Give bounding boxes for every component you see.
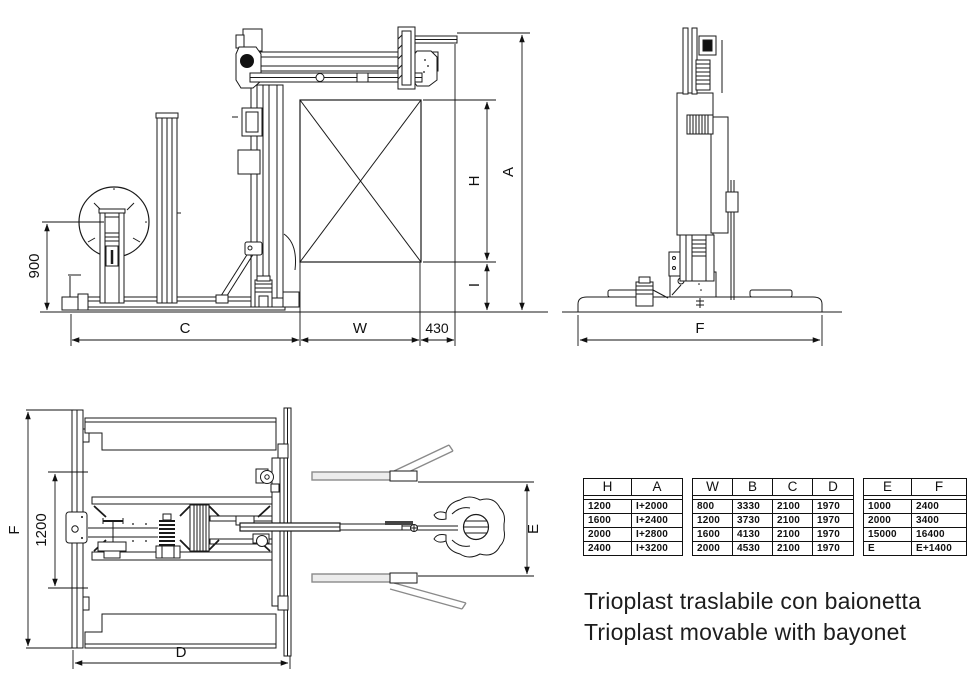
- table-header: E: [864, 479, 912, 496]
- table-cell: 2000: [584, 528, 632, 542]
- dim-label-e: E: [525, 523, 542, 535]
- table-header: C: [773, 479, 813, 496]
- dim-label-1200: 1200: [33, 513, 50, 547]
- table-cell: E+1400: [916, 543, 952, 554]
- dim-label-430: 430: [425, 320, 449, 336]
- dim-label-d: D: [175, 644, 187, 661]
- dim-label-c: C: [179, 320, 191, 337]
- table-cell: 2400: [912, 500, 966, 514]
- table-cell: 2100: [773, 514, 813, 528]
- table-cell: 4530: [733, 542, 773, 555]
- table-header: D: [813, 479, 853, 496]
- caption-line-italian: Trioplast traslabile con baionetta: [584, 588, 922, 614]
- table-cell: I+2800: [632, 528, 682, 542]
- dim-label-i: I: [466, 282, 483, 288]
- table-group-ef: [863, 478, 967, 556]
- table-cell: I+2000: [632, 500, 682, 514]
- table-cell: 1600: [693, 528, 733, 542]
- table-cell: 2000: [864, 514, 912, 528]
- table-cell: 1600: [584, 514, 632, 528]
- dimension-table: [583, 478, 967, 556]
- table-cell: 4130: [733, 528, 773, 542]
- table-cell: 3730: [733, 514, 773, 528]
- table-cell: I+2400: [632, 514, 682, 528]
- front-view: [40, 27, 548, 312]
- table-header: B: [733, 479, 773, 496]
- table-cell: 2000: [693, 542, 733, 555]
- table-cell: 3400: [912, 514, 966, 528]
- table-cell: 2100: [773, 528, 813, 542]
- table-cell: 1970: [813, 514, 853, 528]
- table-cell: 1200: [693, 514, 733, 528]
- table-cell: 1970: [813, 500, 853, 514]
- caption-line-english: Trioplast movable with bayonet: [584, 619, 907, 645]
- table-cell: 2400: [584, 542, 632, 555]
- table-cell: 3330: [733, 500, 773, 514]
- table-cell: 800: [693, 500, 733, 514]
- table-cell: 1200: [584, 500, 632, 514]
- dim-label-w: W: [352, 320, 368, 337]
- table-cell: 15000: [864, 528, 912, 542]
- table-cell: 1000: [864, 500, 912, 514]
- table-group-ha: [583, 478, 683, 556]
- table-cell: 16400: [912, 528, 966, 542]
- table-cell: 1970: [817, 543, 841, 554]
- table-cell: 1970: [813, 528, 853, 542]
- table-cell: E: [864, 542, 912, 555]
- dim-label-900: 900: [26, 253, 43, 279]
- dim-label-f-side: F: [695, 320, 705, 337]
- table-header: W: [693, 479, 733, 496]
- dim-label-h: H: [466, 175, 483, 187]
- table-cell: 2100: [773, 500, 813, 514]
- product-caption: [584, 586, 921, 648]
- dim-label-a: A: [500, 166, 517, 178]
- table-cell: 2100: [773, 542, 813, 555]
- top-plan-view: [66, 408, 505, 656]
- table-header: H: [584, 479, 632, 496]
- table-header: A: [632, 479, 682, 496]
- side-view: [562, 28, 842, 312]
- table-cell: I+3200: [636, 543, 669, 554]
- dim-label-f-top: F: [6, 525, 23, 535]
- table-group-wbcd: [692, 478, 854, 556]
- table-header: F: [912, 479, 966, 496]
